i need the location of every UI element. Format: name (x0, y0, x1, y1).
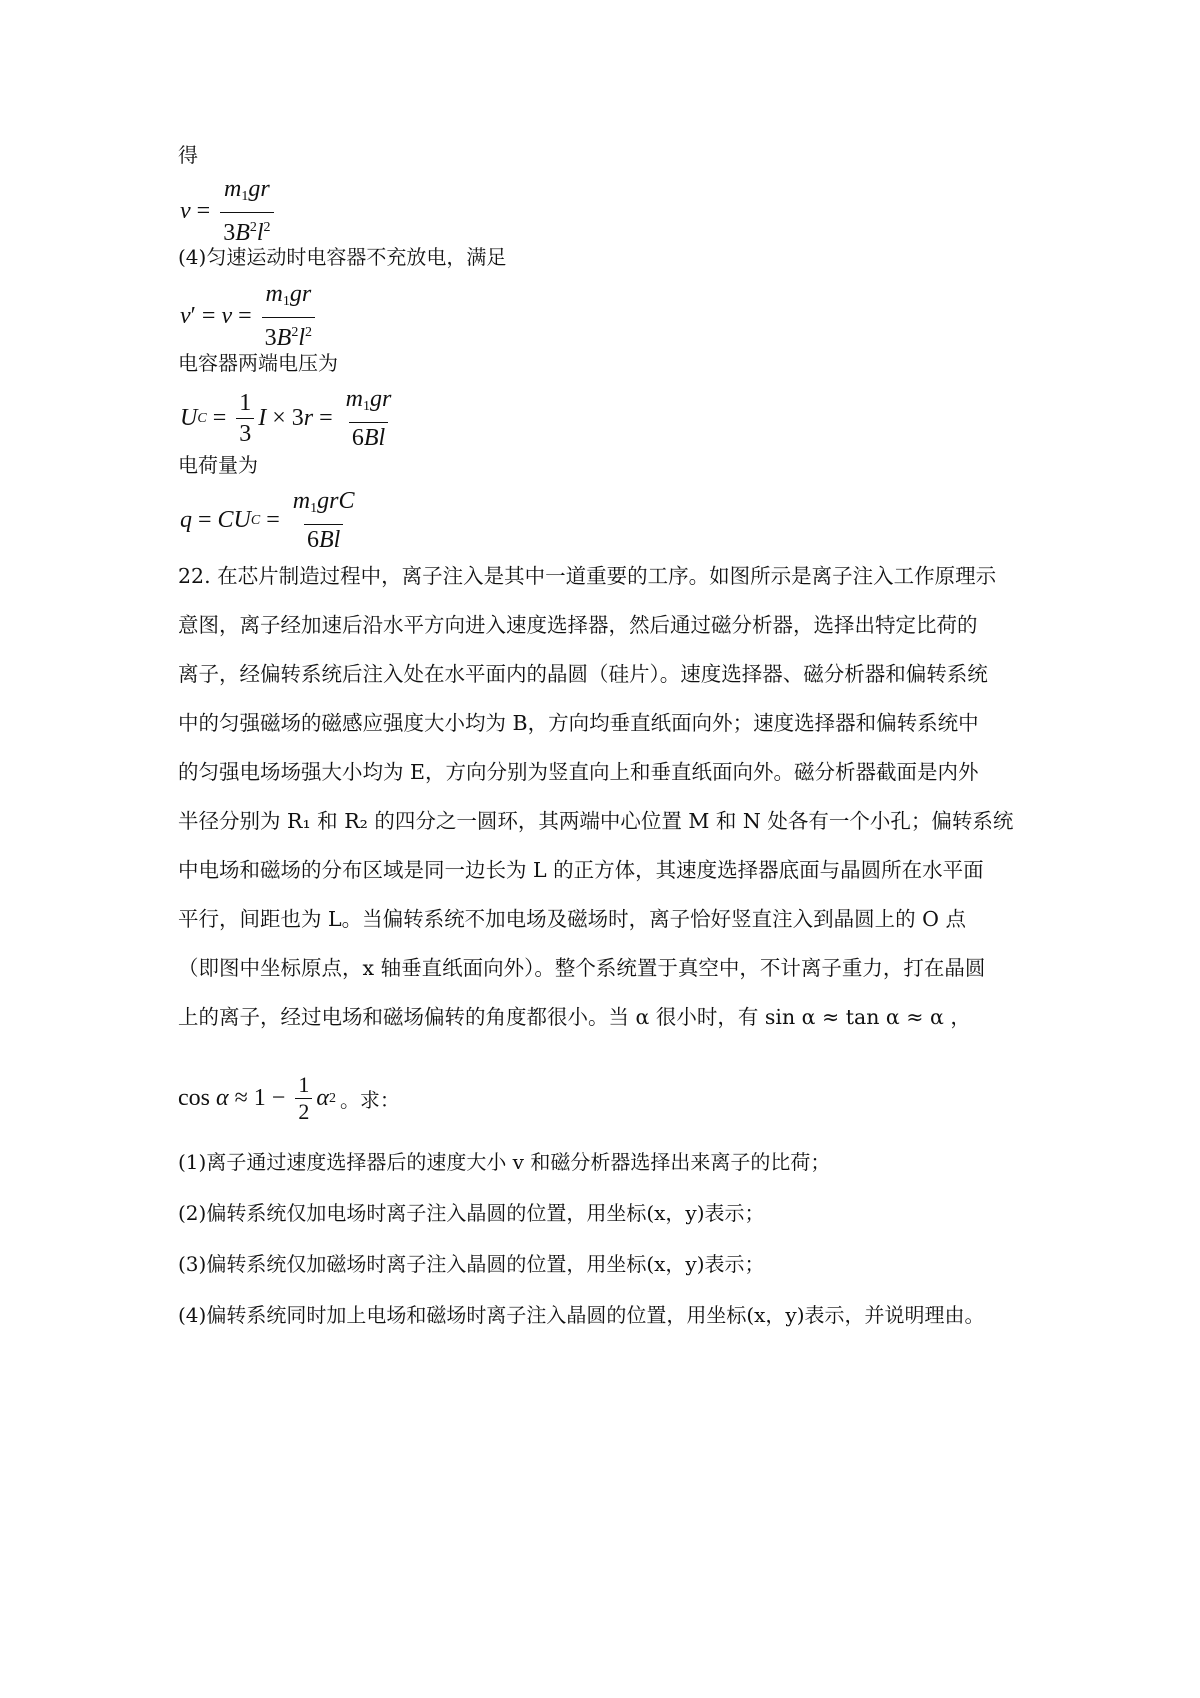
question-22-row: 意图，离子经加速后沿水平方向进入速度选择器，然后通过磁分析器，选择出特定比荷的 (178, 613, 978, 637)
formula-charge: q = CU C = $\frac{m_1grC}{6Bl}$ (180, 488, 355, 553)
question-22-row: 中电场和磁场的分布区域是同一边长为 L 的正方体，其速度选择器底面与晶圆所在水平面 (178, 858, 984, 882)
sub-question-1: (1)离子通过速度选择器后的速度大小 v 和磁分析器选择出来离子的比荷； (178, 1150, 831, 1174)
question-22-row: 半径分别为 R₁ 和 R₂ 的四分之一圆环，其两端中心位置 M 和 N 处各有一个小孔；偏转系统 (178, 809, 1014, 833)
question-22-row: 平行，间距也为 L。当偏转系统不加电场及磁场时，离子恰好竖直注入到晶圆上的 O 点 (178, 907, 966, 931)
question-22-row: 22. 在芯片制造过程中，离子注入是其中一道重要的工序。如图所示是离子注入工作原理示 (178, 564, 997, 588)
sub-question-2: (2)偏转系统仅加电场时离子注入晶圆的位置，用坐标(x，y)表示； (178, 1201, 765, 1225)
formula-velocity-prime: v ′ = v = $\frac{m_1gr}{3B^2l^2}$ (180, 281, 319, 351)
question-22-row: 中的匀强磁场的磁感应强度大小均为 B，方向均垂直纸面向外；速度选择器和偏转系统中 (178, 711, 979, 735)
formula-voltage: U C = $\frac{1}{3}$ I × 3 r = $\frac{m_1gr}{6Bl}$ (180, 386, 392, 451)
sub-question-4: (4)偏转系统同时加上电场和磁场时离子注入晶圆的位置，用坐标(x，y)表示，并说明理由。 (178, 1303, 985, 1327)
text-charge-intro: 电荷量为 (178, 453, 258, 477)
text-voltage-intro: 电容器两端电压为 (178, 351, 338, 375)
question-22-row: 离子，经偏转系统后注入处在水平面内的晶圆（硅片）。速度选择器、磁分析器和偏转系统 (178, 662, 988, 686)
question-22-row: （即图中坐标原点，x 轴垂直纸面向外）。整个系统置于真空中，不计离子重力，打在晶圆 (178, 956, 986, 980)
question-22-row: 的匀强电场场强大小均为 E，方向分别为竖直向上和垂直纸面向外。磁分析器截面是内外 (178, 760, 979, 784)
text-de: 得 (178, 143, 198, 167)
formula-cos-approx: cos α ≈ 1 − $\frac{1}{2}$ α 2 。求： (178, 1072, 400, 1124)
formula-velocity: v = $\frac{m_1gr}{3B^2l^2}$ (180, 176, 278, 246)
question-22-text (178, 552, 1033, 1042)
text-part4-intro: (4)匀速运动时电容器不充放电，满足 (178, 245, 507, 269)
text-qiu: 。求： (339, 1088, 400, 1112)
sub-question-3: (3)偏转系统仅加磁场时离子注入晶圆的位置，用坐标(x，y)表示； (178, 1252, 765, 1276)
question-22-row: 上的离子，经过电场和磁场偏转的角度都很小。当 α 很小时，有 sin α ≈ tan α ≈ α ， (178, 1005, 971, 1029)
